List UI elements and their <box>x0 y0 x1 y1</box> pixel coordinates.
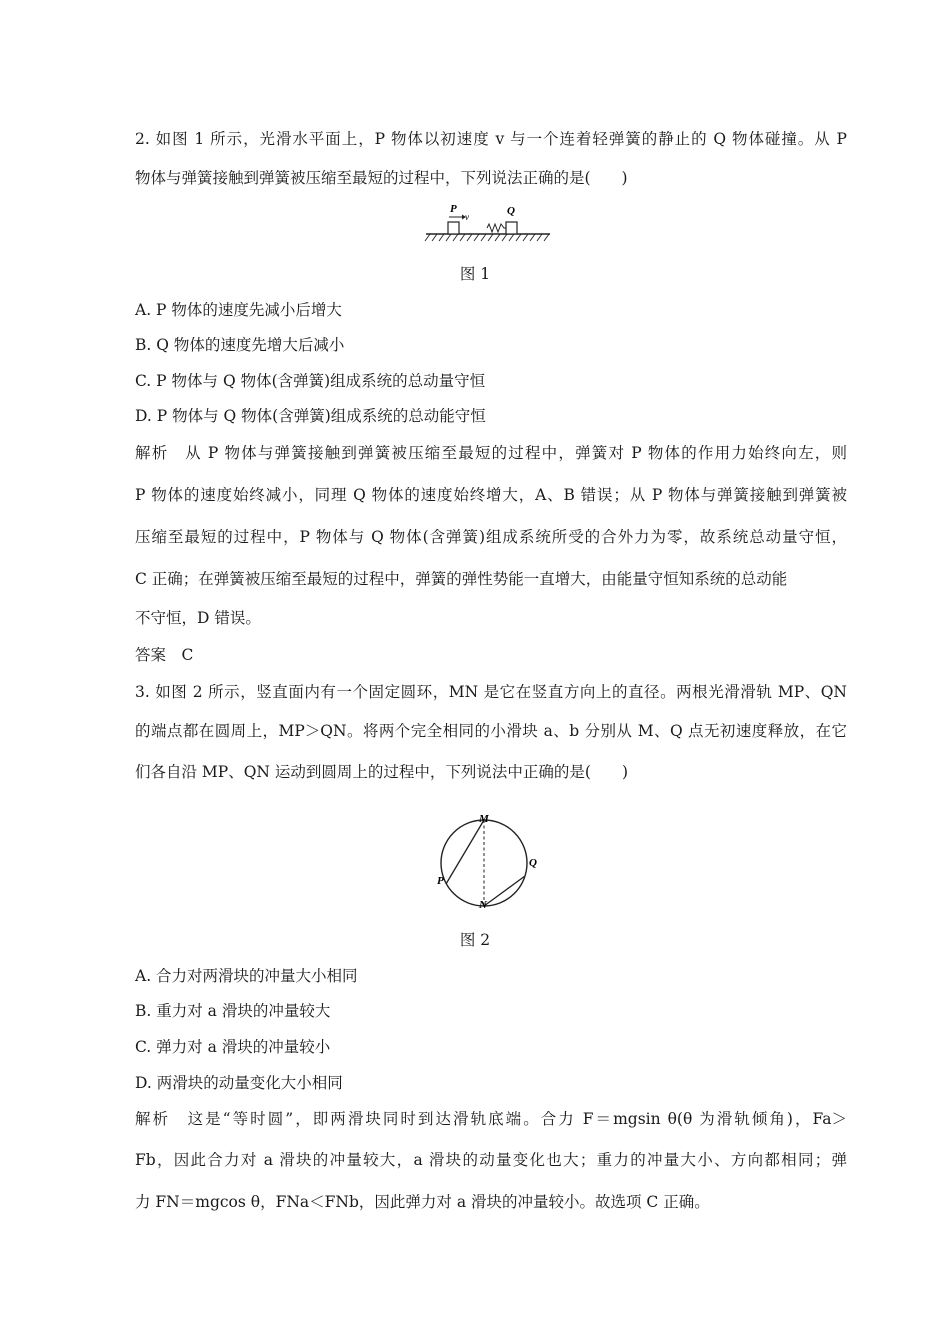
q2-stem-line-2: 物体与弹簧接触到弹簧被压缩至最短的过程中，下列说法正确的是( ) <box>135 169 628 187</box>
q3-stem-line-2: 的端点都在圆周上，MP＞QN。将两个完全相同的小滑块 a、b 分别从 M、Q 点无初速度释放，在它 <box>135 722 847 740</box>
q2-answer: 答案 C <box>135 646 194 664</box>
q3-analysis-line-2: Fb，因此合力对 a 滑块的冲量较大，a 滑块的动量变化也大；重力的冲量大小、方向都相同；弹 <box>135 1151 847 1169</box>
figure-2-label-p: P <box>437 875 444 887</box>
q2-analysis-line-4: C 正确；在弹簧被压缩至最短的过程中，弹簧的弹性势能一直增大，由能量守恒知系统的总动能 <box>135 570 788 588</box>
q3-stem-line-1: 3. 如图 2 所示，竖直面内有一个固定圆环，MN 是它在竖直方向上的直径。两根光滑滑轨 MP、QN <box>135 683 847 701</box>
figure-1-diagram <box>424 200 554 242</box>
q2-option-b: B. Q 物体的速度先增大后减小 <box>135 336 345 354</box>
rail-mp <box>446 820 484 884</box>
block-q <box>506 222 517 234</box>
figure-2-label-q: Q <box>529 857 537 869</box>
q3-option-b: B. 重力对 a 滑块的冲量较大 <box>135 1002 331 1020</box>
q3-option-c: C. 弹力对 a 滑块的冲量较小 <box>135 1038 331 1056</box>
q2-analysis-line-1: 解析 从 P 物体与弹簧接触到弹簧被压缩至最短的过程中，弹簧对 P 物体的作用力始终向左，则 <box>135 444 847 462</box>
block-p <box>448 222 459 234</box>
figure-1-label-q: Q <box>507 205 515 217</box>
figure-2-label-n: N <box>479 899 487 911</box>
figure-1-label-p: P <box>450 203 457 215</box>
figure-2-caption: 图 2 <box>459 931 491 949</box>
q2-option-d: D. P 物体与 Q 物体(含弹簧)组成系统的总动能守恒 <box>135 407 486 425</box>
q2-analysis-line-5: 不守恒，D 错误。 <box>135 609 261 627</box>
q3-option-d: D. 两滑块的动量变化大小相同 <box>135 1074 343 1092</box>
figure-1-caption: 图 1 <box>459 265 491 283</box>
q2-option-a: A. P 物体的速度先减小后增大 <box>135 301 342 319</box>
spring <box>487 224 506 232</box>
figure-2-label-m: M <box>479 815 489 825</box>
q2-stem-line-1: 2. 如图 1 所示，光滑水平面上，P 物体以初速度 v 与一个连着轻弹簧的静止的 Q 物体碰撞。从 P <box>135 130 847 148</box>
figure-1-label-v: v <box>465 212 469 222</box>
q3-analysis-line-1: 解析 这是“等时圆”，即两滑块同时到达滑轨底端。合力 F＝mgsin θ(θ 为滑轨倾角)，Fa＞ <box>135 1110 847 1128</box>
q3-analysis-line-3: 力 FN＝mgcos θ，FNa＜FNb，因此弹力对 a 滑块的冲量较小。故选项 C 正确。 <box>135 1193 710 1211</box>
q2-analysis-line-3: 压缩至最短的过程中，P 物体与 Q 物体(含弹簧)组成系统所受的合外力为零，故系统总动量守恒， <box>135 528 847 546</box>
q2-analysis-line-2: P 物体的速度始终减小，同理 Q 物体的速度始终增大，A、B 错误；从 P 物体与弹簧接触到弹簧被 <box>135 486 847 504</box>
q3-stem-line-3: 们各自沿 MP、QN 运动到圆周上的过程中，下列说法中正确的是( ) <box>135 763 629 781</box>
q2-option-c: C. P 物体与 Q 物体(含弹簧)组成系统的总动量守恒 <box>135 372 486 390</box>
q3-option-a: A. 合力对两滑块的冲量大小相同 <box>135 967 358 985</box>
figure-2-diagram <box>428 815 544 911</box>
